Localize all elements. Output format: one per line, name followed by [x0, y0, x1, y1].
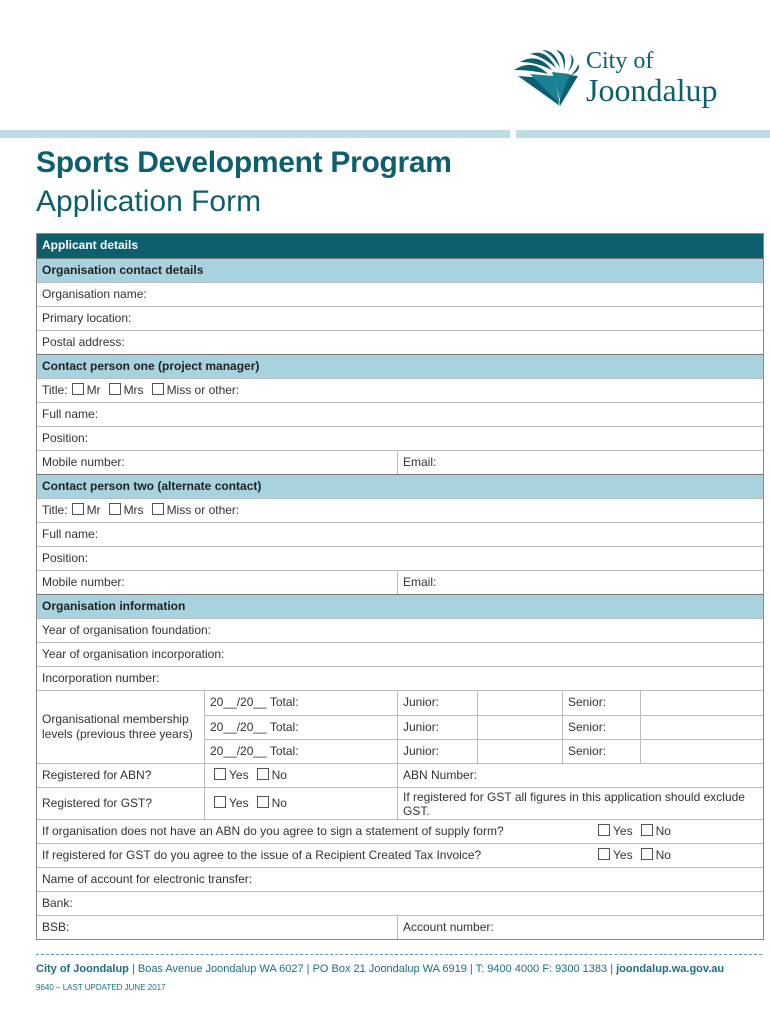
- contact-one-full-name[interactable]: Full name:: [37, 402, 763, 426]
- senior-value[interactable]: [640, 691, 763, 715]
- account-name-field[interactable]: Name of account for electronic transfer:: [37, 867, 763, 891]
- contact-two-position[interactable]: Position:: [37, 546, 763, 570]
- senior-label: Senior:: [562, 691, 640, 715]
- footer-website-link[interactable]: joondalup.wa.gov.au: [616, 963, 725, 975]
- mr-label: Mr: [86, 503, 101, 517]
- header-band-right: [516, 130, 770, 138]
- contact-one-mobile[interactable]: Mobile number:: [42, 455, 125, 469]
- membership-row: [204, 739, 763, 764]
- supply-statement-row: [37, 819, 763, 843]
- abn-question: Registered for ABN?: [42, 768, 152, 782]
- footer-divider: [36, 954, 762, 955]
- period-total[interactable]: 20__/20__ Total:: [204, 691, 397, 715]
- bsb-field[interactable]: BSB:: [42, 920, 70, 934]
- senior-label: Senior:: [562, 716, 640, 740]
- junior-value[interactable]: [477, 691, 562, 715]
- primary-location-field[interactable]: Primary location:: [37, 306, 763, 330]
- gst-row: [37, 787, 763, 819]
- mrs-checkbox[interactable]: [109, 383, 121, 395]
- page-title: Sports Development Program: [36, 146, 452, 179]
- abn-row: [37, 763, 763, 787]
- header-band: [0, 130, 510, 138]
- no-label: No: [271, 768, 287, 782]
- section-contact-two: Contact person two (alternate contact): [37, 474, 763, 498]
- gst-yes-checkbox[interactable]: [214, 796, 226, 808]
- abn-number-field[interactable]: ABN Number:: [397, 764, 763, 787]
- contact-two-phone-email: [37, 570, 763, 594]
- yes-label: Yes: [229, 796, 249, 810]
- miss-checkbox[interactable]: [152, 503, 164, 515]
- yes-label: Yes: [229, 768, 249, 782]
- rcti-row: [37, 843, 763, 867]
- mrs-label: Mrs: [123, 383, 144, 397]
- membership-row: [204, 691, 763, 715]
- no-label: No: [655, 848, 671, 862]
- contact-two-email[interactable]: Email:: [397, 571, 763, 594]
- section-org-info: Organisation information: [37, 594, 763, 618]
- gst-note: If registered for GST all figures in this application should exclude GST.: [397, 788, 763, 819]
- period-total[interactable]: 20__/20__ Total:: [204, 716, 397, 740]
- rcti-question: If registered for GST do you agree to the issue of a Recipient Created Tax Invoice?: [42, 848, 482, 862]
- gst-question: Registered for GST?: [42, 796, 153, 810]
- application-form: [36, 233, 764, 940]
- org-name-field[interactable]: Organisation name:: [37, 282, 763, 306]
- miss-label: Miss or other:: [166, 503, 240, 517]
- miss-checkbox[interactable]: [152, 383, 164, 395]
- rcti-yes-checkbox[interactable]: [598, 848, 610, 860]
- logo-line-1: City of: [586, 48, 654, 74]
- no-label: No: [655, 824, 671, 838]
- footer-address: | Boas Avenue Joondalup WA 6027 | PO Box 21 Joondalup WA 6919 | T: 9400 4000 F: 9300 1383 |: [128, 963, 617, 975]
- senior-label: Senior:: [562, 740, 640, 764]
- supply-question: If organisation does not have an ABN do you agree to sign a statement of supply form?: [42, 824, 504, 838]
- membership-label: Organisational membership levels (previous three years): [42, 712, 193, 741]
- contact-two-title-row: [37, 498, 763, 522]
- junior-label: Junior:: [397, 716, 477, 740]
- form-code: 9640 – LAST UPDATED JUNE 2017: [36, 983, 166, 992]
- section-contact-one: Contact person one (project manager): [37, 354, 763, 378]
- contact-one-email[interactable]: Email:: [397, 451, 763, 474]
- mr-checkbox[interactable]: [72, 383, 84, 395]
- yes-label: Yes: [613, 824, 633, 838]
- mr-label: Mr: [86, 383, 101, 397]
- postal-address-field[interactable]: Postal address:: [37, 330, 763, 354]
- abn-yes-checkbox[interactable]: [214, 768, 226, 780]
- rcti-no-checkbox[interactable]: [641, 848, 653, 860]
- mrs-label: Mrs: [123, 503, 144, 517]
- junior-value[interactable]: [477, 716, 562, 740]
- miss-label: Miss or other:: [166, 383, 240, 397]
- no-label: No: [271, 796, 287, 810]
- footer-contact: [36, 963, 724, 975]
- senior-value[interactable]: [640, 740, 763, 764]
- year-foundation-field[interactable]: Year of organisation foundation:: [37, 618, 763, 642]
- contact-one-position[interactable]: Position:: [37, 426, 763, 450]
- bank-field[interactable]: Bank:: [37, 891, 763, 915]
- junior-value[interactable]: [477, 740, 562, 764]
- contact-one-title-row: [37, 378, 763, 402]
- supply-yes-checkbox[interactable]: [598, 824, 610, 836]
- contact-two-mobile[interactable]: Mobile number:: [42, 575, 125, 589]
- page-subtitle: Application Form: [36, 185, 262, 218]
- gst-no-checkbox[interactable]: [257, 796, 269, 808]
- incorporation-number-field[interactable]: Incorporation number:: [37, 666, 763, 690]
- contact-one-phone-email: [37, 450, 763, 474]
- contact-two-full-name[interactable]: Full name:: [37, 522, 763, 546]
- title-label: Title:: [42, 503, 68, 517]
- period-total[interactable]: 20__/20__ Total:: [204, 740, 397, 764]
- bsb-account-row: [37, 915, 763, 939]
- yes-label: Yes: [613, 848, 633, 862]
- account-number-field[interactable]: Account number:: [397, 916, 763, 939]
- section-applicant-details: Applicant details: [37, 234, 763, 258]
- mrs-checkbox[interactable]: [109, 503, 121, 515]
- section-org-contact: Organisation contact details: [37, 258, 763, 282]
- junior-label: Junior:: [397, 740, 477, 764]
- footer-org: City of Joondalup: [36, 963, 129, 975]
- membership-table: [37, 690, 763, 763]
- senior-value[interactable]: [640, 716, 763, 740]
- logo-line-2: Joondalup: [586, 72, 718, 108]
- supply-no-checkbox[interactable]: [641, 824, 653, 836]
- junior-label: Junior:: [397, 691, 477, 715]
- abn-no-checkbox[interactable]: [257, 768, 269, 780]
- title-label: Title:: [42, 383, 68, 397]
- year-incorporation-field[interactable]: Year of organisation incorporation:: [37, 642, 763, 666]
- membership-row: [204, 715, 763, 740]
- mr-checkbox[interactable]: [72, 503, 84, 515]
